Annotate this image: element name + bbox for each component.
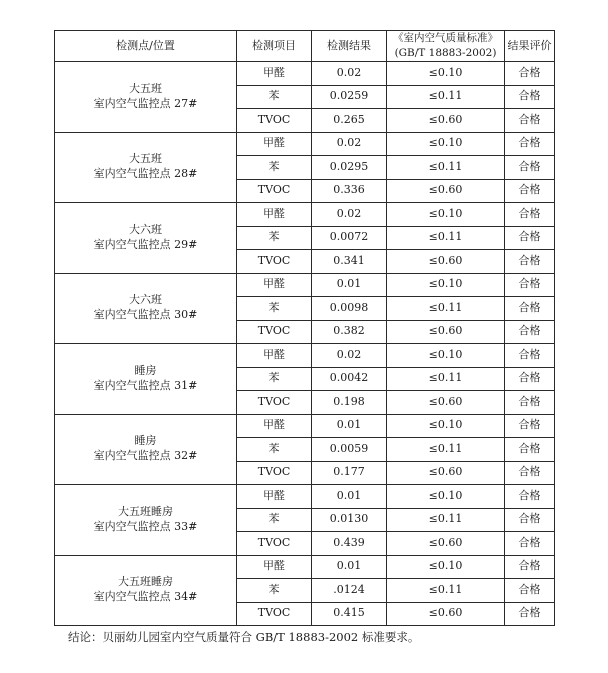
standard-cell: ≤0.10 xyxy=(387,414,505,438)
evaluation-cell: 合格 xyxy=(505,226,555,250)
table-row xyxy=(55,344,555,368)
evaluation-cell: 合格 xyxy=(505,132,555,156)
item-cell: TVOC xyxy=(237,391,312,415)
header-row xyxy=(55,31,555,62)
item-cell: 苯 xyxy=(237,438,312,462)
monitoring-point: 室内空气监控点 29# xyxy=(93,237,198,251)
result-cell: 0.01 xyxy=(312,555,387,579)
location-name: 大五班睡房 xyxy=(118,575,173,589)
location-cell xyxy=(55,62,237,133)
standard-cell: ≤0.11 xyxy=(387,367,505,391)
evaluation-cell: 合格 xyxy=(505,85,555,109)
standard-cell: ≤0.11 xyxy=(387,226,505,250)
standard-cell: ≤0.11 xyxy=(387,438,505,462)
evaluation-cell: 合格 xyxy=(505,602,555,626)
standard-cell: ≤0.10 xyxy=(387,485,505,509)
result-cell: 0.415 xyxy=(312,602,387,626)
header-standard-code: (GB/T 18883-2002) xyxy=(394,47,497,59)
standard-cell: ≤0.11 xyxy=(387,85,505,109)
standard-cell: ≤0.60 xyxy=(387,250,505,274)
evaluation-cell: 合格 xyxy=(505,344,555,368)
location-name: 大五班睡房 xyxy=(118,504,173,518)
item-cell: 苯 xyxy=(237,579,312,603)
header-standard-title: 《室内空气质量标准》 xyxy=(393,32,498,45)
item-cell: 苯 xyxy=(237,156,312,180)
evaluation-cell: 合格 xyxy=(505,391,555,415)
evaluation-cell: 合格 xyxy=(505,508,555,532)
item-cell: 甲醛 xyxy=(237,62,312,86)
item-cell: 苯 xyxy=(237,85,312,109)
evaluation-cell: 合格 xyxy=(505,579,555,603)
air-quality-table xyxy=(54,30,555,626)
result-cell: 0.336 xyxy=(312,179,387,203)
result-cell: 0.0059 xyxy=(312,438,387,462)
result-cell: 0.0295 xyxy=(312,156,387,180)
location-cell xyxy=(55,344,237,415)
item-cell: 苯 xyxy=(237,508,312,532)
evaluation-cell: 合格 xyxy=(505,555,555,579)
item-cell: 甲醛 xyxy=(237,132,312,156)
standard-cell: ≤0.11 xyxy=(387,156,505,180)
item-cell: TVOC xyxy=(237,320,312,344)
result-cell: 0.02 xyxy=(312,203,387,227)
evaluation-cell: 合格 xyxy=(505,203,555,227)
item-cell: TVOC xyxy=(237,250,312,274)
evaluation-cell: 合格 xyxy=(505,109,555,133)
table-row xyxy=(55,273,555,297)
item-cell: 甲醛 xyxy=(237,203,312,227)
item-cell: TVOC xyxy=(237,179,312,203)
result-cell: 0.0072 xyxy=(312,226,387,250)
evaluation-cell: 合格 xyxy=(505,250,555,274)
monitoring-point: 室内空气监控点 34# xyxy=(93,590,198,604)
result-cell: 0.177 xyxy=(312,461,387,485)
standard-cell: ≤0.60 xyxy=(387,461,505,485)
monitoring-point: 室内空气监控点 33# xyxy=(93,519,198,533)
evaluation-cell: 合格 xyxy=(505,297,555,321)
result-cell: 0.265 xyxy=(312,109,387,133)
standard-cell: ≤0.60 xyxy=(387,179,505,203)
item-cell: 苯 xyxy=(237,367,312,391)
item-cell: 苯 xyxy=(237,297,312,321)
result-cell: 0.341 xyxy=(312,250,387,274)
evaluation-cell: 合格 xyxy=(505,273,555,297)
result-cell: 0.01 xyxy=(312,273,387,297)
table-row xyxy=(55,555,555,579)
table-row xyxy=(55,485,555,509)
header-standard xyxy=(387,31,505,62)
location-cell xyxy=(55,132,237,203)
header-evaluation: 结果评价 xyxy=(505,31,555,62)
monitoring-point: 室内空气监控点 32# xyxy=(93,449,198,463)
location-cell xyxy=(55,203,237,274)
evaluation-cell: 合格 xyxy=(505,62,555,86)
result-cell: 0.02 xyxy=(312,344,387,368)
standard-cell: ≤0.11 xyxy=(387,508,505,532)
location-name: 大六班 xyxy=(129,293,162,307)
standard-cell: ≤0.60 xyxy=(387,391,505,415)
monitoring-point: 室内空气监控点 30# xyxy=(93,308,198,322)
location-cell xyxy=(55,555,237,626)
standard-cell: ≤0.60 xyxy=(387,320,505,344)
evaluation-cell: 合格 xyxy=(505,156,555,180)
result-cell: .0124 xyxy=(312,579,387,603)
item-cell: TVOC xyxy=(237,602,312,626)
table-row xyxy=(55,203,555,227)
standard-cell: ≤0.10 xyxy=(387,203,505,227)
standard-cell: ≤0.60 xyxy=(387,109,505,133)
standard-cell: ≤0.10 xyxy=(387,273,505,297)
header-item: 检测项目 xyxy=(237,31,312,62)
item-cell: 苯 xyxy=(237,226,312,250)
standard-cell: ≤0.10 xyxy=(387,62,505,86)
monitoring-point: 室内空气监控点 27# xyxy=(93,96,198,110)
result-cell: 0.02 xyxy=(312,132,387,156)
location-cell xyxy=(55,273,237,344)
location-name: 大六班 xyxy=(129,222,162,236)
standard-cell: ≤0.60 xyxy=(387,532,505,556)
monitoring-point: 室内空气监控点 28# xyxy=(93,167,198,181)
result-cell: 0.0098 xyxy=(312,297,387,321)
result-cell: 0.0259 xyxy=(312,85,387,109)
evaluation-cell: 合格 xyxy=(505,414,555,438)
result-cell: 0.382 xyxy=(312,320,387,344)
location-cell xyxy=(55,485,237,556)
item-cell: TVOC xyxy=(237,461,312,485)
location-name: 大五班 xyxy=(129,152,162,166)
result-cell: 0.0042 xyxy=(312,367,387,391)
item-cell: 甲醛 xyxy=(237,414,312,438)
evaluation-cell: 合格 xyxy=(505,438,555,462)
result-cell: 0.01 xyxy=(312,485,387,509)
item-cell: TVOC xyxy=(237,532,312,556)
location-name: 大五班 xyxy=(129,81,162,95)
item-cell: 甲醛 xyxy=(237,485,312,509)
table-row xyxy=(55,62,555,86)
evaluation-cell: 合格 xyxy=(505,179,555,203)
evaluation-cell: 合格 xyxy=(505,485,555,509)
standard-cell: ≤0.60 xyxy=(387,602,505,626)
standard-cell: ≤0.10 xyxy=(387,555,505,579)
standard-cell: ≤0.10 xyxy=(387,132,505,156)
header-location: 检测点/位置 xyxy=(55,31,237,62)
conclusion-text: 结论：贝丽幼儿园室内空气质量符合 GB/T 18883-2002 标准要求。 xyxy=(68,630,420,644)
header-result: 检测结果 xyxy=(312,31,387,62)
location-name: 睡房 xyxy=(134,434,157,448)
result-cell: 0.01 xyxy=(312,414,387,438)
evaluation-cell: 合格 xyxy=(505,367,555,391)
location-cell xyxy=(55,414,237,485)
table-row xyxy=(55,132,555,156)
item-cell: 甲醛 xyxy=(237,273,312,297)
result-cell: 0.02 xyxy=(312,62,387,86)
result-cell: 0.0130 xyxy=(312,508,387,532)
evaluation-cell: 合格 xyxy=(505,320,555,344)
result-cell: 0.198 xyxy=(312,391,387,415)
item-cell: 甲醛 xyxy=(237,555,312,579)
item-cell: TVOC xyxy=(237,109,312,133)
monitoring-point: 室内空气监控点 31# xyxy=(93,378,198,392)
table-row xyxy=(55,414,555,438)
item-cell: 甲醛 xyxy=(237,344,312,368)
standard-cell: ≤0.10 xyxy=(387,344,505,368)
location-name: 睡房 xyxy=(134,363,157,377)
evaluation-cell: 合格 xyxy=(505,532,555,556)
table-body xyxy=(55,62,555,626)
evaluation-cell: 合格 xyxy=(505,461,555,485)
standard-cell: ≤0.11 xyxy=(387,297,505,321)
standard-cell: ≤0.11 xyxy=(387,579,505,603)
result-cell: 0.439 xyxy=(312,532,387,556)
